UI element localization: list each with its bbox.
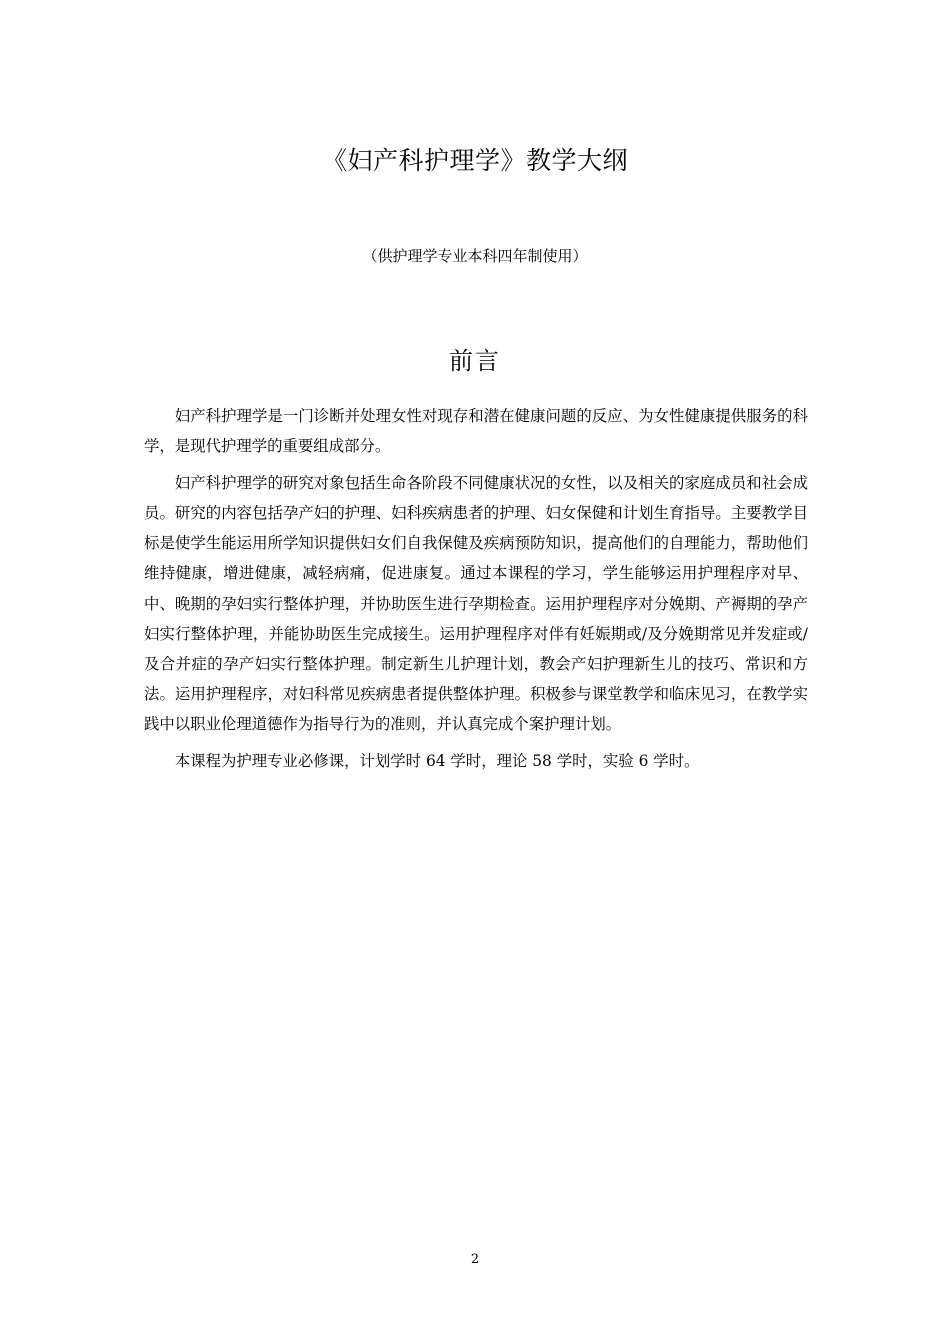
page-number: 2: [470, 1252, 480, 1267]
paragraph-1: 妇产科护理学是一门诊断并处理女性对现存和潜在健康问题的反应、为女性健康提供服务的科学，是现代护理学的重要组成部分。: [144, 407, 808, 456]
document-subtitle: （供护理学专业本科四年制使用）: [362, 247, 588, 265]
document-title: 《妇产科护理学》教学大纲: [321, 146, 628, 175]
body-text: [144, 401, 808, 776]
section-heading: 前言: [449, 347, 501, 375]
paragraph-2: 妇产科护理学的研究对象包括生命各阶段不同健康状况的女性，以及相关的家庭成员和社会成员。研究的内容包括孕产妇的护理、妇科疾病患者的护理、妇女保健和计划生育指导。主要教学目标是使学生能运用所学知识提供妇女们自我保健及疾病预防知识，提高他们的自理能力，帮助他们维持健康，增进健康，减轻病痛，促进康复。通过本课程的学习，学生能够运用护理程序对早、中、晚期的孕妇实行整体护理，并协助医生进行孕期检查。运用护理程序对分娩期、产褥期的孕产妇实行整体护理，并能协助医生完成接生。运用护理程序对伴有妊娠期或/及分娩期常见并发症或/及合并症的孕产妇实行整体护理。制定新生儿护理计划，教会产妇护理新生儿的技巧、常识和方法。运用护理程序，对妇科常见疾病患者提供整体护理。积极参与课堂教学和临床见习，在教学实践中以职业伦理道德作为指导行为的准则，并认真完成个案护理计划。: [144, 474, 808, 733]
paragraph-3: 本课程为护理专业必修课，计划学时 64 学时，理论 58 学时，实验 6 学时。: [174, 752, 700, 771]
